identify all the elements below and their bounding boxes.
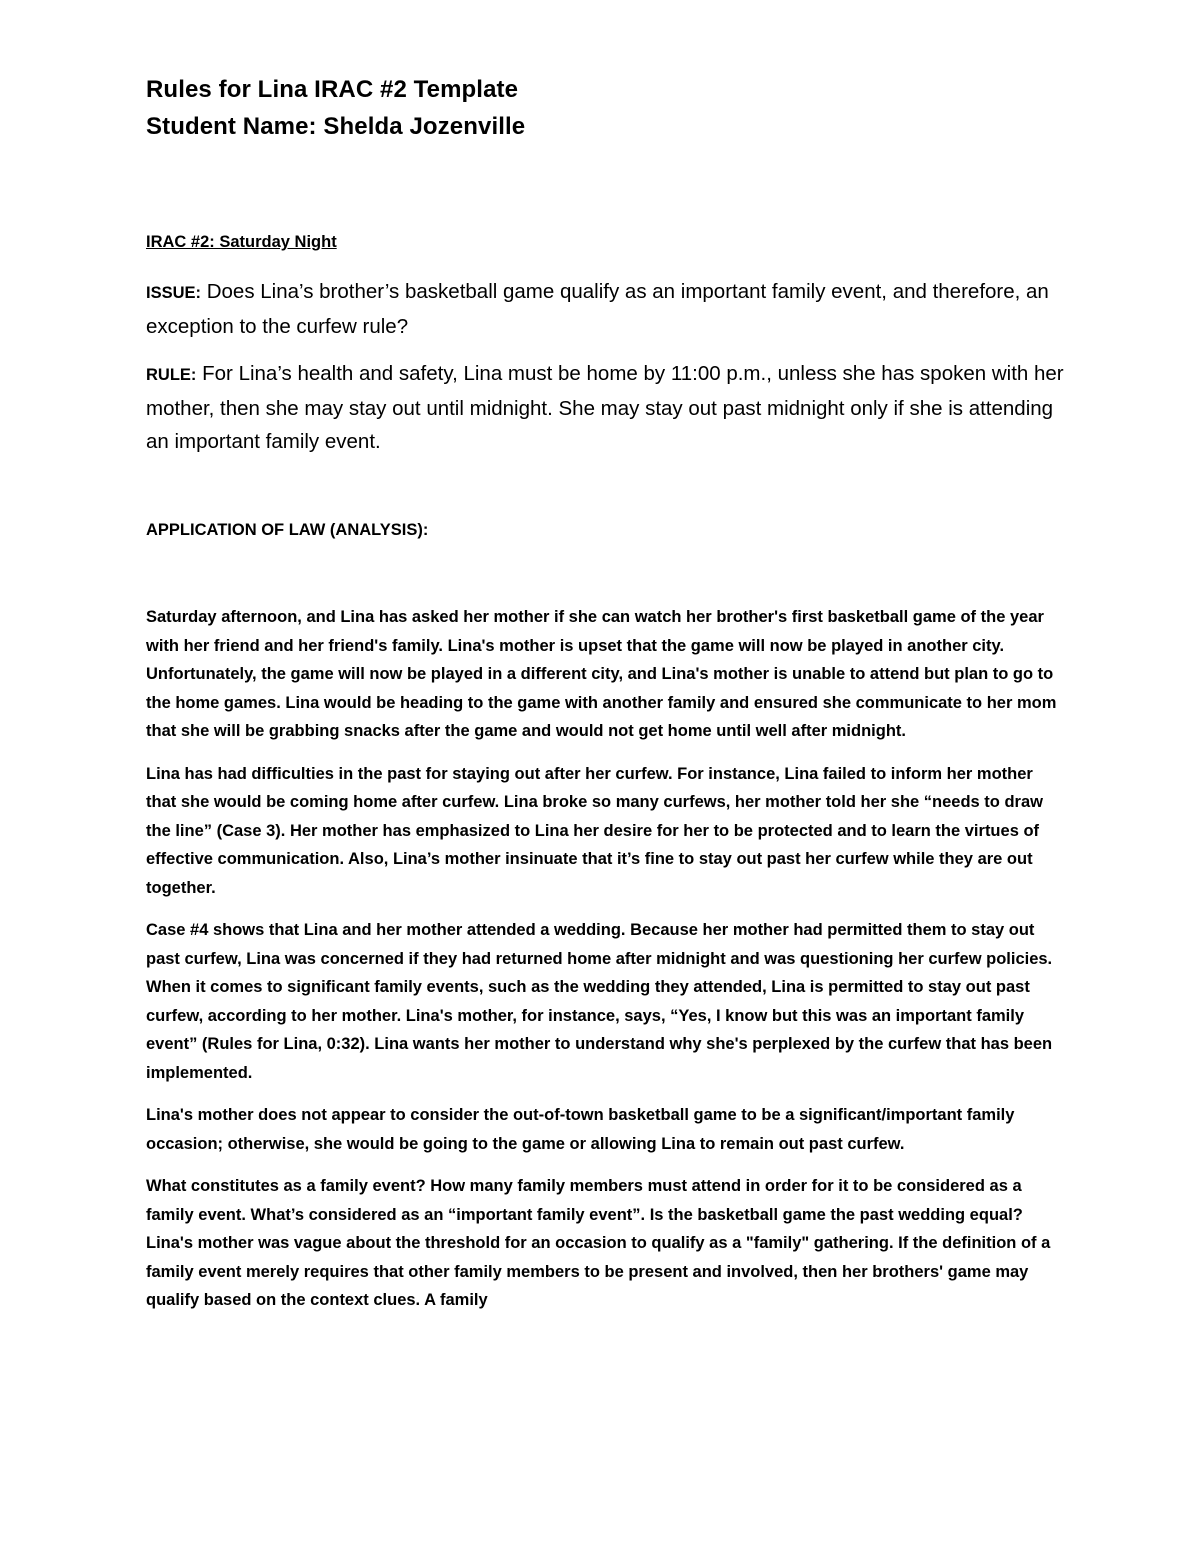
document-title: Rules for Lina IRAC #2 Template bbox=[146, 76, 519, 103]
student-name-line: Student Name: Shelda Jozenville bbox=[146, 113, 526, 140]
analysis-paragraph: What constitutes as a family event? How many family members must attend in order for it to be considered as a family event. What’s considered as an “important family event”. Is the basketball game the past wedding equal? Lina's mother was vague about the threshold for an occasion to qualify as a "family" gathering. If the definition of a family event merely requires that other family members to be present and involved, then her brothers' game may qualify based on the context clues. A family bbox=[146, 1177, 1051, 1309]
analysis-body bbox=[146, 603, 1066, 1329]
analysis-paragraph: Lina's mother does not appear to consider the out-of-town basketball game to be a significant/important family occasion; otherwise, she would be going to the game or allowing Lina to remain out past curfew. bbox=[146, 1106, 1015, 1153]
analysis-paragraph: Case #4 shows that Lina and her mother attended a wedding. Because her mother had permitted them to stay out past curfew, Lina was concerned if they had returned home after midnight and was questioning her curfew policies. When it comes to significant family events, such as the wedding they attended, Lina is permitted to stay out past curfew, according to her mother. Lina's mother, for instance, says, “Yes, I know but this was an important family event” (Rules for Lina, 0:32). Lina wants her mother to understand why she's perplexed by the curfew that has been implemented. bbox=[146, 921, 1053, 1082]
analysis-heading: APPLICATION OF LAW (ANALYSIS): bbox=[146, 521, 429, 539]
rule-text: For Lina’s health and safety, Lina must be home by 11:00 p.m., unless she has spoken with her mother, then she may stay out until midnight. She may stay out past midnight only if she is attending an important family event. bbox=[146, 362, 1064, 453]
analysis-paragraph: Saturday afternoon, and Lina has asked her mother if she can watch her brother's first basketball game of the year with her friend and her friend's family. Lina's mother is upset that the game will now be played in another city. Unfortunately, the game will now be played in a different city, and Lina's mother is unable to attend but plan to go to the home games. Lina would be heading to the game with another family and ensured she communicate to her mom that she will be grabbing snacks after the game and would not get home until well after midnight. bbox=[146, 608, 1057, 740]
irac-section-heading: IRAC #2: Saturday Night bbox=[146, 233, 337, 251]
analysis-paragraph: Lina has had difficulties in the past for staying out after her curfew. For instance, Lina failed to inform her mother that she would be coming home after curfew. Lina broke so many curfews, her mother told her she “needs to draw the line” (Case 3). Her mother has emphasized to Lina her desire for her to be protected and to learn the virtues of effective communication. Also, Lina’s mother insinuate that it’s fine to stay out past her curfew while they are out together. bbox=[146, 764, 1043, 897]
issue-paragraph bbox=[146, 275, 1066, 343]
rule-paragraph bbox=[146, 357, 1066, 458]
issue-text: Does Lina’s brother’s basketball game qualify as an important family event, and therefore, an exception to the curfew rule? bbox=[146, 280, 1049, 338]
rule-label: RULE: bbox=[146, 366, 197, 384]
issue-label: ISSUE: bbox=[146, 284, 202, 302]
